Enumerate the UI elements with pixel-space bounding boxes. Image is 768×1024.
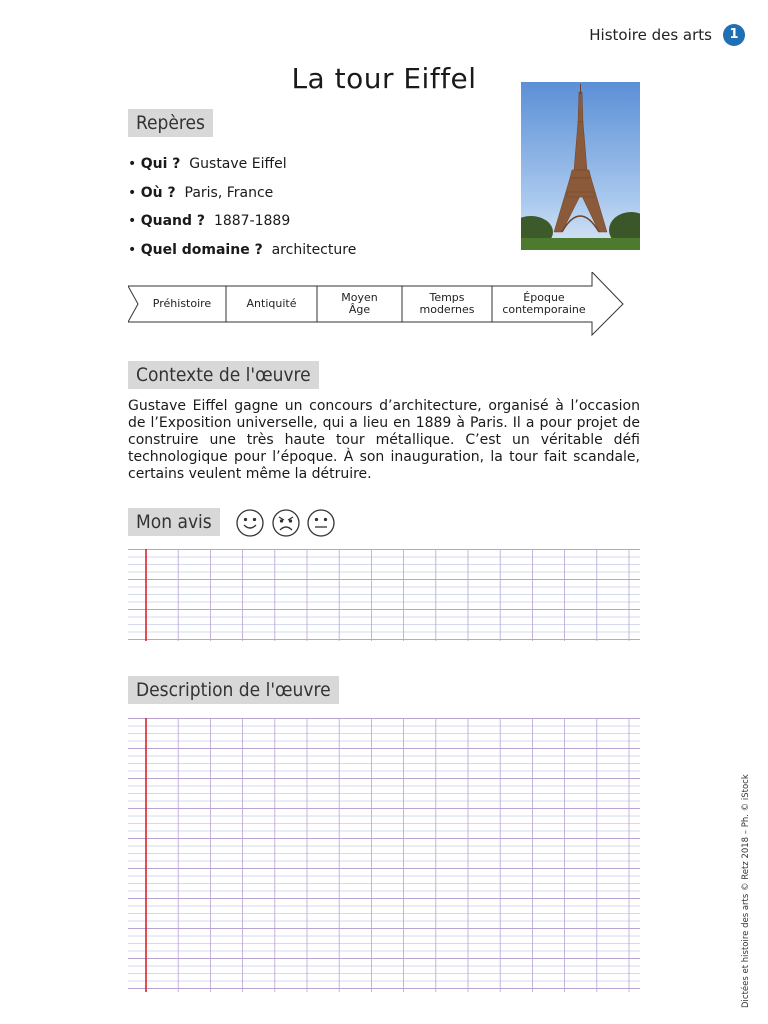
fact-label: Où ? bbox=[140, 184, 176, 201]
page-number-badge: 1 bbox=[723, 24, 745, 46]
writing-area-opinion[interactable] bbox=[128, 549, 640, 641]
fact-item: • Quand ? 1887-1889 bbox=[128, 213, 291, 229]
timeline-period: Préhistoire bbox=[152, 297, 212, 310]
timeline-arrow bbox=[128, 272, 624, 336]
facts-list bbox=[128, 150, 356, 264]
section-heading-reperes: Repères bbox=[128, 109, 213, 137]
opinion-choices bbox=[235, 508, 339, 538]
page-title: La tour Eiffel bbox=[291, 62, 477, 95]
eiffel-tower-photo bbox=[521, 82, 640, 250]
fact-item: • Où ? Paris, France bbox=[128, 184, 274, 201]
fact-value: architecture bbox=[271, 241, 357, 258]
timeline-period: Moyen Âge bbox=[341, 291, 378, 316]
fact-label: Quel domaine ? bbox=[140, 241, 263, 258]
timeline-period: Temps modernes bbox=[419, 291, 475, 316]
fact-item: • Quel domaine ? architecture bbox=[128, 241, 357, 258]
fact-value: Gustave Eiffel bbox=[189, 156, 287, 172]
neutral-face-icon[interactable] bbox=[308, 510, 334, 536]
section-heading-avis: Mon avis bbox=[128, 508, 220, 536]
smiling-face-icon[interactable] bbox=[237, 510, 263, 536]
fact-value: Paris, France bbox=[184, 184, 274, 201]
timeline-period: Antiquité bbox=[246, 297, 297, 310]
section-heading-contexte: Contexte de l'œuvre bbox=[128, 361, 319, 389]
fact-label: Quand ? bbox=[140, 213, 206, 229]
timeline-period: Époque contemporaine bbox=[502, 291, 586, 316]
subject-label: Histoire des arts bbox=[589, 26, 712, 44]
fact-item: • Qui ? Gustave Eiffel bbox=[128, 156, 287, 172]
context-paragraph: Gustave Eiffel gagne un concours d’architecture, organisé à l’occasion de l’Exposition universelle, qui a lieu en 1889 à Paris. Il a pour projet de construire une très haute tour métallique. C’est un véritable défi technologique pour l’époque. À son inauguration, la tour fait scandale, certains veulent même la détruire. bbox=[128, 398, 640, 482]
writing-area-description[interactable] bbox=[128, 718, 640, 992]
fact-label: Qui ? bbox=[140, 156, 181, 172]
fact-value: 1887-1889 bbox=[213, 213, 291, 229]
copyright-credit: Dictées et histoire des arts © Retz 2018 – Ph. © iStock bbox=[741, 774, 751, 1008]
angry-face-icon[interactable] bbox=[273, 510, 299, 536]
section-heading-description: Description de l'œuvre bbox=[128, 676, 339, 704]
